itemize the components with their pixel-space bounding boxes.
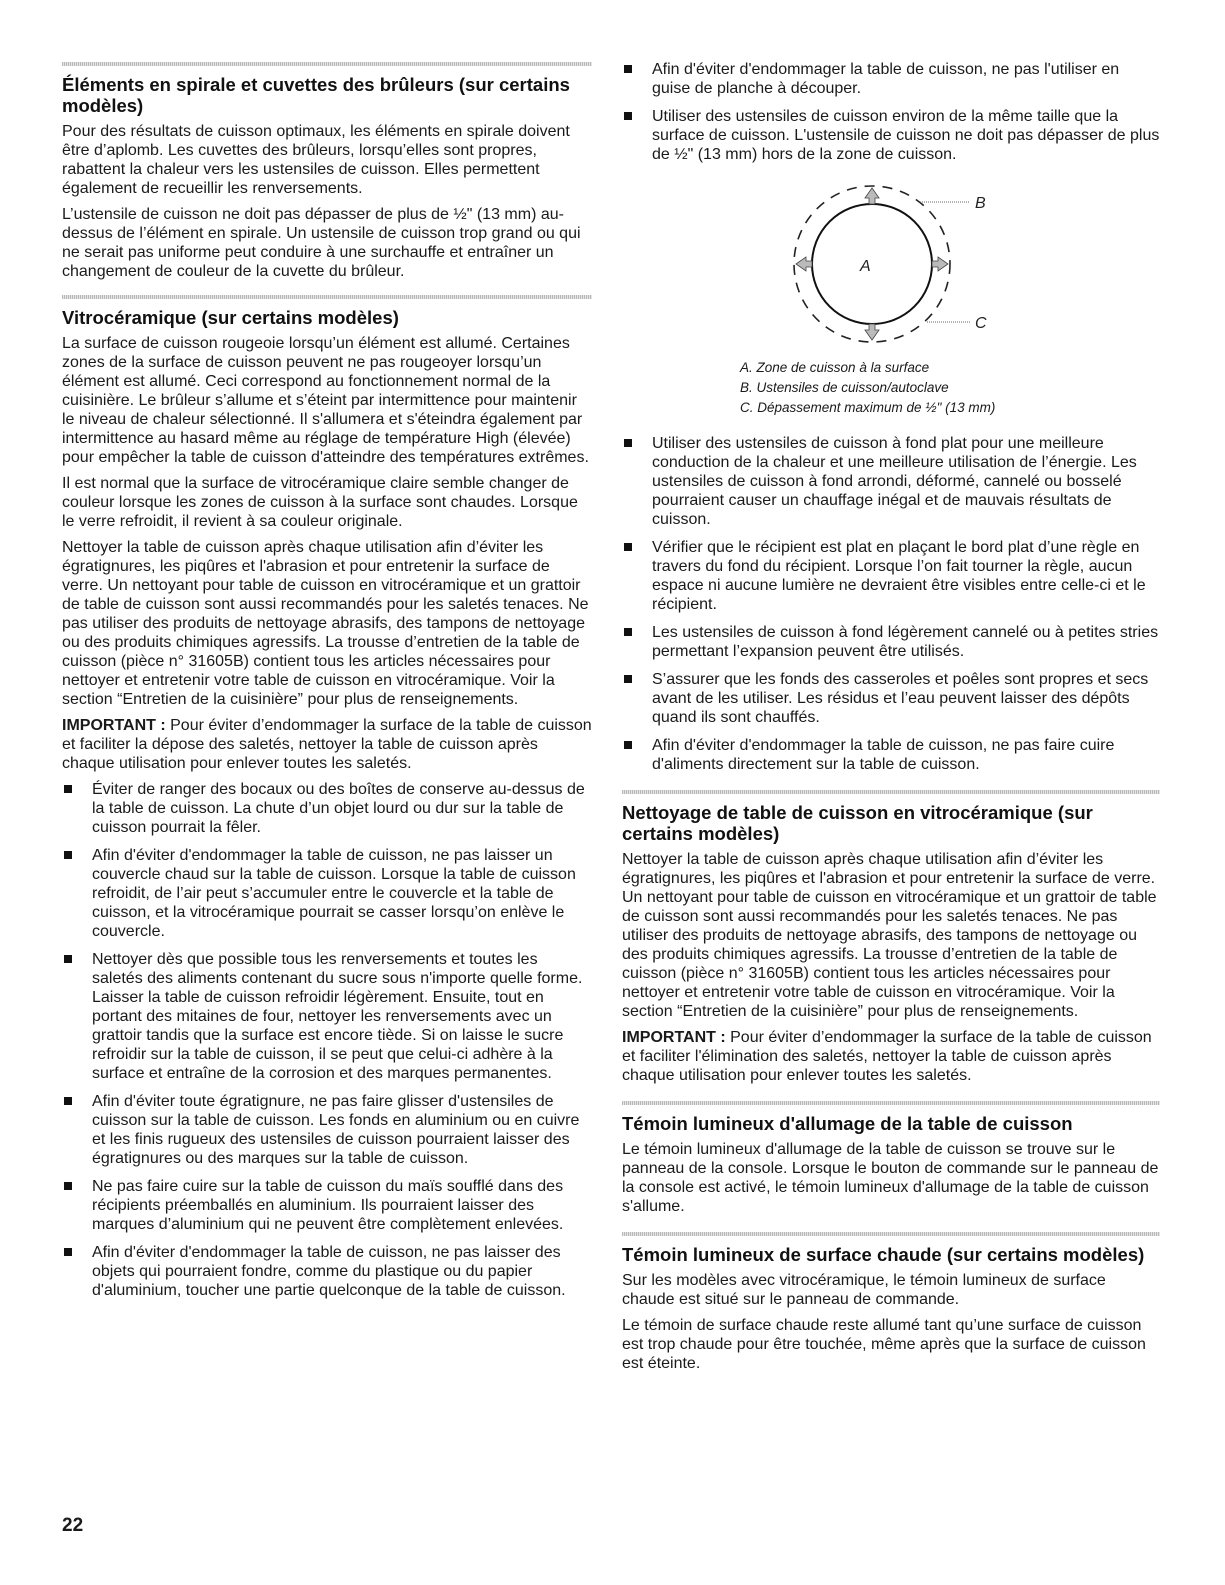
section-divider: [622, 1101, 1160, 1105]
label-b: B: [975, 195, 986, 212]
list-item: Utiliser des ustensiles de cuisson à fond plat pour une meilleure conduction de la chaleur et une meilleure utilisation de l’énergie. Les ustensiles de cuisson à fond arrondi, déformé, cannelé ou bosselé pourraient causer un chauffage inégal et de mauvais résultats de cuisson.: [622, 434, 1160, 529]
label-a: A: [860, 258, 871, 275]
bullet-square-icon: [624, 543, 632, 551]
paragraph: Nettoyer la table de cuisson après chaque utilisation afin d’éviter les égratignures, les piqûres et l'abrasion et pour entretenir la surface de verre. Un nettoyant pour table de cuisson en vitrocéramique et un grattoir de table de cuisson sont aussi recommandés pour les saletés tenaces. Ne pas utiliser des produits de nettoyage abrasifs, des tampons de nettoyage ou des produits chimiques agressifs. La trousse d’entretien de la table de cuisson (pièce n° 31605B) contient tous les articles nécessaires pour nettoyer et entretenir votre table de cuisson en vitrocéramique. Voir la section “Entretien de la cuisinière” pour plus de renseignements.: [62, 539, 589, 708]
section-divider: [62, 295, 592, 299]
list-item: Afin d'éviter toute égratignure, ne pas faire glisser d'ustensiles de cuisson sur la table de cuisson. Les fonds en aluminium ou en cuivre et les finis rugueux des ustensiles de cuisson pourraient laisser des égratignures ou des marques sur la table de cuisson.: [62, 1092, 592, 1168]
important-text: Pour éviter d’endommager la surface de la table de cuisson et faciliter l'élimination des saletés, nettoyer la table de cuisson après chaque utilisation pour enlever toutes les saletés.: [622, 1029, 1152, 1084]
bullet-square-icon: [624, 628, 632, 636]
arrow-left-icon: [796, 257, 812, 271]
bullet-square-icon: [64, 955, 72, 963]
bullet-square-icon: [64, 1097, 72, 1105]
cookware-outline: [794, 186, 950, 342]
section-divider: [622, 1232, 1160, 1236]
bullet-square-icon: [64, 1248, 72, 1256]
bullet-square-icon: [64, 851, 72, 859]
bullet-square-icon: [64, 785, 72, 793]
section-title-ceramic-glass: Vitrocéramique (sur certains modèles): [62, 307, 399, 328]
list-item: Afin d'éviter d'endommager la table de cuisson, ne pas faire cuire d'aliments directement sur la table de cuisson.: [622, 736, 1160, 774]
paragraph: Pour des résultats de cuisson optimaux, les éléments en spirale doivent être d’aplomb. Les cuvettes des brûleurs, lorsqu’elles sont propres, rabattent la chaleur vers les ustensiles de cuisson. Elles permettent également de recueillir les renversements.: [62, 123, 570, 197]
section-divider: [622, 790, 1160, 794]
arrow-up-icon: [865, 188, 879, 204]
caption-line: C. Dépassement maximum de ½" (13 mm): [740, 400, 996, 415]
paragraph: La surface de cuisson rougeoie lorsqu’un élément est allumé. Certaines zones de la surface de cuisson peuvent ne pas rougeoyer lorsqu’un élément est allumé. Ceci correspond au fonctionnement normal de la cuisinière. Le brûleur s’allume et s’éteint par intermittence pour maintenir le niveau de chaleur sélectionné. Il s'allumera et s'éteindra également par intermittence au hasard même au réglage de température High (élevée) pour empêcher la table de cuisson d'atteindre des températures extrêmes.: [62, 335, 589, 466]
paragraph: Le témoin lumineux d'allumage de la table de cuisson se trouve sur le panneau de la console. Lorsque le bouton de commande sur le panneau de la console est activé, le témoin lumineux d'allumage de la table de cuisson s'allume.: [622, 1141, 1159, 1215]
section-title-hot-surface-light: Témoin lumineux de surface chaude (sur certains modèles): [622, 1244, 1145, 1265]
right-column: [622, 60, 1160, 1380]
list-item: Les ustensiles de cuisson à fond légèrement cannelé ou à petites stries permettant l’expansion peuvent être utilisés.: [622, 623, 1160, 661]
section-title-ceramic-cleaning: Nettoyage de table de cuisson en vitrocéramique (sur certains modèles): [622, 802, 1093, 844]
bullet-square-icon: [624, 741, 632, 749]
bullet-square-icon: [624, 439, 632, 447]
page-number: 22: [62, 1515, 84, 1536]
arrow-down-icon: [865, 324, 879, 340]
cooking-zone-circle: [812, 204, 932, 324]
list-item: Utiliser des ustensiles de cuisson environ de la même taille que la surface de cuisson. L'ustensile de cuisson ne doit pas dépasser de plus de ½" (13 mm) hors de la zone de cuisson.: [622, 107, 1160, 164]
bullet-square-icon: [624, 112, 632, 120]
list-item: Ne pas faire cuire sur la table de cuisson du maïs soufflé dans des récipients préemballés en aluminium. Ils pourraient laisser des marques d’aluminium qui ne peuvent être complètement enlevées.: [62, 1177, 592, 1234]
important-label: IMPORTANT :: [622, 1029, 726, 1046]
bullet-square-icon: [624, 675, 632, 683]
section-divider: [62, 62, 592, 66]
left-column: [62, 62, 592, 1310]
section-title-coil-elements: Éléments en spirale et cuvettes des brûleurs (sur certains modèles): [62, 74, 570, 116]
list-item: Afin d'éviter d'endommager la table de cuisson, ne pas laisser des objets qui pourraient fondre, comme du plastique ou du papier d'aluminium, toucher une partie quelconque de la table de cuisson.: [62, 1243, 592, 1300]
bullet-square-icon: [624, 65, 632, 73]
important-text: Pour éviter d’endommager la surface de la table de cuisson et faciliter la dépose des saletés, nettoyer la table de cuisson après chaque utilisation pour enlever toutes les saletés.: [62, 717, 592, 772]
list-item: Vérifier que le récipient est plat en plaçant le bord plat d’une règle en travers du fond du récipient. Lorsque l’on fait tourner la règle, aucun espace ni aucune lumière ne devraient être visibles entre celle-ci et le récipient.: [622, 538, 1160, 614]
list-item: Nettoyer dès que possible tous les renversements et toutes les saletés des aliments contenant du sucre sous n'importe quelle forme. Laisser la table de cuisson refroidir légèrement. Ensuite, tout en portant des mitaines de four, nettoyer les renversements avec un grattoir tandis que la surface est encore tiède. Si on laisse le sucre refroidir sur la table de cuisson, il se peut que celui-ci adhère à la surface et entraîne de la corrosion et des marques permanentes.: [62, 950, 592, 1083]
caption-line: A. Zone de cuisson à la surface: [740, 360, 930, 375]
label-c: C: [975, 315, 987, 332]
important-note: [62, 716, 592, 773]
paragraph: Il est normal que la surface de vitrocéramique claire semble changer de couleur lorsque les zones de cuisson à la surface sont chaudes. Lorsque le verre refroidit, il revient à sa couleur originale.: [62, 475, 578, 530]
arrow-right-icon: [932, 257, 948, 271]
paragraph: Nettoyer la table de cuisson après chaque utilisation afin d’éviter les égratignures, les piqûres et l'abrasion et pour entretenir la surface de verre. Un nettoyant pour table de cuisson en vitrocéramique et un grattoir de table de cuisson sont aussi recommandés pour les saletés tenaces. Ne pas utiliser des produits de nettoyage abrasifs, des tampons de nettoyage ou des produits chimiques agressifs. La trousse d’entretien de la table de cuisson (pièce n° 31605B) contient tous les articles nécessaires pour nettoyer et entretenir votre table de cuisson en vitrocéramique. Voir la section “Entretien de la cuisinière” pour plus de renseignements.: [622, 851, 1157, 1020]
important-note: [622, 1028, 1160, 1085]
section-title-cooktop-on-light: Témoin lumineux d'allumage de la table de cuisson: [622, 1113, 1073, 1134]
bullet-list: [622, 434, 1160, 774]
caption-line: B. Ustensiles de cuisson/autoclave: [740, 380, 949, 395]
cookware-diagram: [622, 174, 1160, 394]
paragraph: L’ustensile de cuisson ne doit pas dépasser de plus de ½" (13 mm) au-dessus de l’élément en spirale. Un ustensile de cuisson trop grand ou qui ne serait pas uniforme peut conduire à une surchauffe et entraîner un changement de couleur de la cuvette du brûleur.: [62, 206, 581, 280]
list-item: Afin d'éviter d'endommager la table de cuisson, ne pas laisser un couvercle chaud sur la table de cuisson. Lorsque la table de cuisson refroidit, de l’air peut s’accumuler entre le couvercle et la table de cuisson, et la vitrocéramique pourrait se casser lorsqu’on enlève le couvercle.: [62, 846, 592, 941]
bullet-square-icon: [64, 1182, 72, 1190]
list-item: Afin d'éviter d'endommager la table de cuisson, ne pas l'utiliser en guise de planche à découper.: [622, 60, 1160, 98]
bullet-list: [62, 780, 592, 1300]
list-item: S’assurer que les fonds des casseroles et poêles sont propres et secs avant de les utiliser. Les résidus et l’eau peuvent laisser des dépôts quand ils sont chauffés.: [622, 670, 1160, 727]
cookware-size-figure: [622, 174, 1160, 394]
paragraph: Sur les modèles avec vitrocéramique, le témoin lumineux de surface chaude est situé sur le panneau de commande.: [622, 1272, 1106, 1308]
important-label: IMPORTANT :: [62, 717, 166, 734]
paragraph: Le témoin de surface chaude reste allumé tant qu’une surface de cuisson est trop chaude pour être touchée, même après que la surface de cuisson est éteinte.: [622, 1317, 1146, 1372]
bullet-list: [622, 60, 1160, 164]
list-item: Éviter de ranger des bocaux ou des boîtes de conserve au-dessus de la table de cuisson. La chute d’un objet lourd ou dur sur la table de cuisson pourrait la fêler.: [62, 780, 592, 837]
